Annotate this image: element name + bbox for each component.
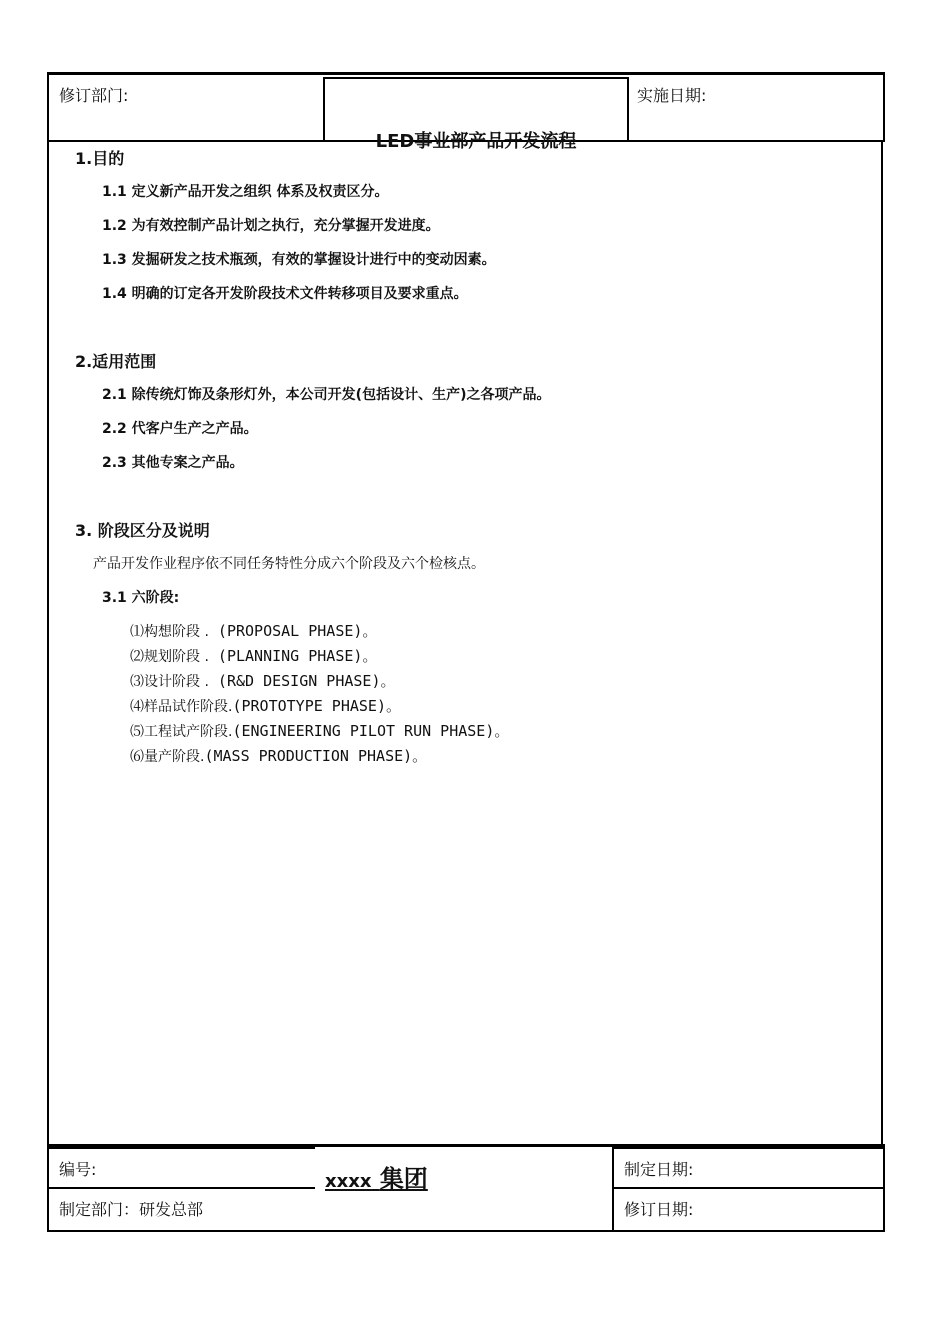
section-1-item-3: 1.3 发掘研发之技术瓶颈，有效的掌握设计进行中的变动因素。	[102, 252, 496, 268]
phase-3-en: (R&D DESIGN PHASE)。	[208, 672, 396, 690]
phase-3-cn: ⑶设计阶段 .	[130, 674, 209, 690]
phase-6-cn: ⑹量产阶段.	[130, 749, 205, 765]
section-1-heading: 1.目的	[75, 149, 125, 168]
phase-5-cn: ⑸工程试产阶段.	[130, 724, 233, 740]
section-3-heading: 3. 阶段区分及说明	[75, 521, 210, 540]
footer-group-cell	[315, 1147, 614, 1232]
footer-revision-date-label: 修订日期:	[624, 1200, 694, 1219]
phase-2-cn: ⑵规划阶段 .	[130, 649, 209, 665]
section-2-item-1: 2.1 除传统灯饰及条形灯外，本公司开发(包括设计、生产)之各项产品。	[102, 387, 551, 403]
phase-2	[130, 645, 377, 666]
section-2-heading: 2.适用范围	[75, 352, 157, 371]
title-cell	[323, 77, 629, 152]
phase-4	[130, 695, 401, 716]
phase-2-en: (PLANNING PHASE)。	[208, 647, 378, 665]
section-1-item-1: 1.1 定义新产品开发之组织 体系及权责区分。	[102, 184, 389, 200]
footer-made-date-cell	[612, 1147, 885, 1189]
phase-6-en: (MASS PRODUCTION PHASE)。	[204, 747, 428, 765]
group-name-suffix: 集团	[379, 1165, 428, 1193]
phase-5-en: (ENGINEERING PILOT RUN PHASE)。	[232, 722, 510, 740]
phase-1	[130, 620, 377, 641]
revision-dept-label: 修订部门:	[59, 86, 129, 105]
section-1-item-4: 1.4 明确的订定各开发阶段技术文件转移项目及要求重点。	[102, 286, 468, 302]
phase-1-cn: ⑴构想阶段 .	[130, 624, 209, 640]
phase-1-en: (PROPOSAL PHASE)。	[208, 622, 378, 640]
footer-made-dept-label: 制定部门：研发总部	[59, 1200, 204, 1219]
phase-5	[130, 720, 509, 741]
phase-4-en: (PROTOTYPE PHASE)。	[232, 697, 401, 715]
group-name	[325, 1159, 428, 1194]
page-frame	[47, 75, 883, 1145]
document-title: LED事业部产品开发流程	[375, 131, 577, 152]
phase-6	[130, 745, 427, 766]
revision-dept-cell	[47, 75, 325, 142]
footer-revision-date-cell	[612, 1187, 885, 1232]
section-2-item-3: 2.3 其他专案之产品。	[102, 455, 244, 471]
section-1-item-2: 1.2 为有效控制产品计划之执行，充分掌握开发进度。	[102, 218, 440, 234]
implementation-date-cell	[627, 75, 885, 142]
phase-4-cn: ⑷样品试作阶段.	[130, 699, 233, 715]
footer-number-label: 编号:	[59, 1160, 97, 1179]
section-3-subheading: 3.1 六阶段:	[102, 590, 180, 606]
section-2-item-2: 2.2 代客户生产之产品。	[102, 421, 258, 437]
group-name-prefix: xxxx	[325, 1171, 372, 1192]
footer-made-date-label: 制定日期:	[624, 1160, 694, 1179]
phase-3	[130, 670, 396, 691]
section-3-intro: 产品开发作业程序依不同任务特性分成六个阶段及六个检核点。	[93, 556, 485, 572]
implementation-date-label: 实施日期:	[637, 86, 707, 105]
footer-made-dept-cell	[47, 1187, 317, 1232]
footer-number-cell	[47, 1147, 317, 1189]
